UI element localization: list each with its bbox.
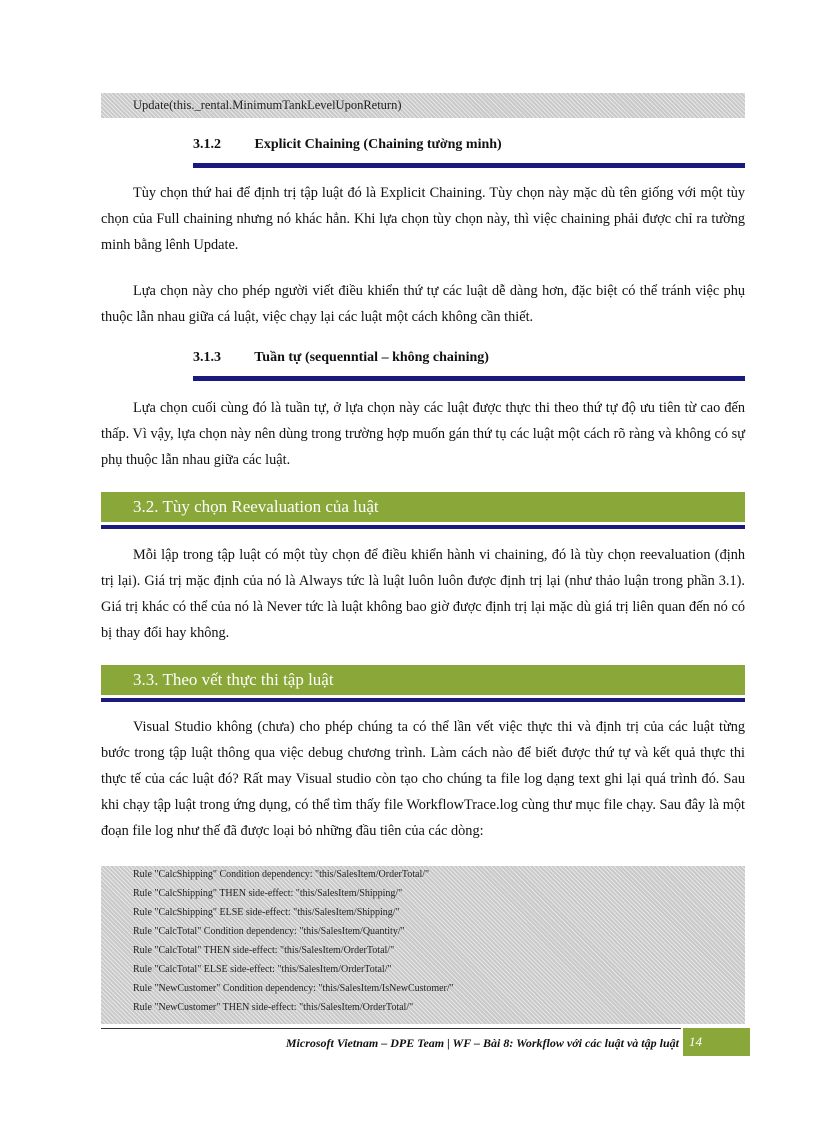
log-line: Rule "CalcShipping" Condition dependency: "this/SalesItem/OrderTotal/" [133, 869, 430, 880]
subsection-title: Explicit Chaining (Chaining tường minh) [254, 137, 502, 152]
subsection-heading-3-1-2 [193, 137, 745, 153]
log-snippet [101, 866, 745, 1024]
footer-rule [101, 1028, 681, 1029]
log-line: Rule "CalcTotal" ELSE side-effect: "this/SalesItem/OrderTotal/" [133, 964, 392, 975]
paragraph-explicit-chaining-1: Tùy chọn thứ hai để định trị tập luật đó là Explicit Chaining. Tùy chọn này mặc dù tên giống với một tùy chọn của Full chaining nhưng nó khác hẳn. Khi lựa chọn tùy chọn này, thì việc chaining phải được chỉ ra tường minh bằng lênh Update. [101, 185, 745, 253]
subsection-number: 3.1.2 [193, 137, 221, 152]
paragraph-reevaluation: Mỗi lập trong tập luật có một tùy chọn để điều khiển hành vi chaining, đó là tùy chọn reevaluation (định trị lại). Giá trị mặc định của nó là Always tức là luật luôn luôn được định trị lại (như thảo luận trong phần 3.1). Giá trị khác có thể của nó là Never tức là luật không bao giờ được định trị lại mặc dù giá trị liên quan đến nó có bị thay đổi hay không. [101, 547, 745, 641]
section-rule [101, 698, 745, 702]
section-heading-3-2: 3.2. Tùy chọn Reevaluation của luật [101, 492, 745, 522]
page-number: 14 [683, 1028, 750, 1056]
log-line: Rule "CalcShipping" THEN side-effect: "this/SalesItem/Shipping/" [133, 888, 403, 899]
paragraph-trace: Visual Studio không (chưa) cho phép chúng ta có thể lần vết việc thực thi và định trị của các luật từng bước trong tập luật thông qua việc debug chương trình. Làm cách nào để biết được thứ tự và kết quả thực thi thực tế của các luật đó? Rất may Visual studio còn tạo cho chúng ta file log dạng text ghi lại quá trình đó. Sau khi chạy tập luật trong ứng dụng, có thể tìm thấy file WorkflowTrace.log cùng thư mục file chạy. Sau đây là một đoạn file log như thế đã được loại bỏ những đầu tiên của các dòng: [101, 719, 745, 839]
log-line: Rule "CalcShipping" ELSE side-effect: "this/SalesItem/Shipping/" [133, 907, 400, 918]
section-heading-3-3: 3.3. Theo vết thực thi tập luật [101, 665, 745, 695]
code-snippet-top: Update(this._rental.MinimumTankLevelUponReturn) [101, 93, 745, 118]
log-line: Rule "NewCustomer" THEN side-effect: "this/SalesItem/OrderTotal/" [133, 1002, 414, 1013]
log-line: Rule "CalcTotal" Condition dependency: "this/SalesItem/Quantity/" [133, 926, 405, 937]
log-line: Rule "CalcTotal" THEN side-effect: "this/SalesItem/OrderTotal/" [133, 945, 395, 956]
subsection-number: 3.1.3 [193, 350, 221, 365]
subsection-rule [193, 163, 745, 168]
paragraph-sequential: Lựa chọn cuối cùng đó là tuần tự, ở lựa chọn này các luật được thực thi theo thứ tự độ ưu tiên từ cao đến thấp. Vì vậy, lựa chọn này nên dùng trong trường hợp muốn gán thứ tụ các luật một cách rõ ràng và không có sự phụ thuộc lẫn nhau giữa các luật. [101, 400, 745, 468]
log-line: Rule "NewCustomer" Condition dependency: "this/SalesItem/IsNewCustomer/" [133, 983, 454, 994]
section-rule [101, 525, 745, 529]
subsection-title: Tuần tự (sequenntial – không chaining) [254, 350, 489, 365]
footer-text: Microsoft Vietnam – DPE Team | WF – Bài 8: Workflow với các luật và tập luật [285, 1036, 679, 1050]
paragraph-explicit-chaining-2: Lựa chọn này cho phép người viết điều khiển thứ tự các luật dễ dàng hơn, đặc biệt có thể tránh việc phụ thuộc lẫn nhau giữa cá luật, việc chạy lại các luật một cách không cần thiết. [101, 283, 745, 325]
subsection-rule [193, 376, 745, 381]
subsection-heading-3-1-3 [193, 350, 745, 366]
